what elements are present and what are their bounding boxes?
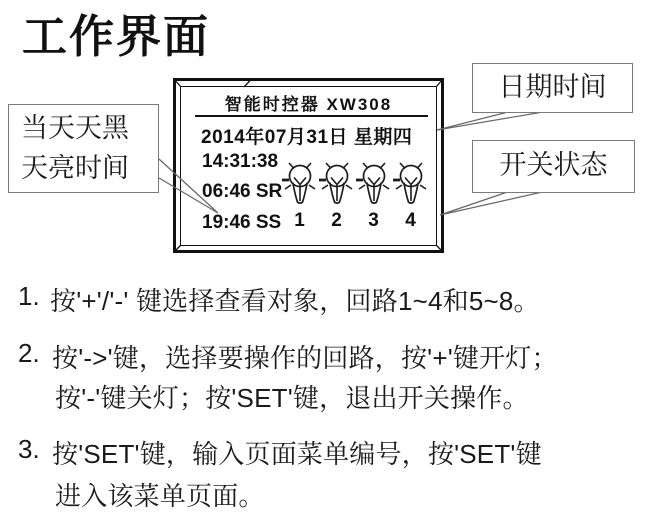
channel-number-row — [281, 210, 429, 232]
display-divider — [195, 115, 428, 117]
display-sunrise-time: 06:46 SR — [202, 181, 283, 202]
callout-sunrise-sunset-line2: 天亮时间 — [21, 153, 129, 183]
channel-number: 3 — [368, 210, 379, 231]
callout-date-time: 日期时间 — [472, 63, 633, 113]
page-title: 工作界面 — [22, 11, 211, 62]
callout-sunrise-sunset — [8, 104, 159, 193]
instruction-text: 进入该菜单页面。 — [55, 481, 265, 511]
channel-number: 2 — [331, 210, 342, 231]
display-sunset-time: 19:46 SS — [202, 212, 282, 233]
lightbulb-on-icon — [318, 161, 355, 208]
instruction-text: 按'+'/'-' 键选择查看对象，回路1~4和5~8。 — [50, 286, 540, 316]
channel-number: 1 — [294, 210, 305, 231]
instruction-number: 1. — [18, 281, 40, 311]
instruction-number: 3. — [18, 434, 40, 464]
lightbulb-on-icon — [281, 161, 318, 208]
instruction-text: 按'->'键，选择要操作的回路，按'+'键开灯； — [52, 343, 558, 373]
callout-switch-status: 开关状态 — [472, 140, 635, 193]
lightbulb-on-icon — [355, 161, 392, 208]
instruction-number: 2. — [18, 338, 40, 368]
callout-sunrise-sunset-line1: 当天天黑 — [21, 113, 129, 143]
display-date-line: 2014年07月31日 星期四 — [201, 127, 413, 148]
instruction-text: 按'SET'键，输入页面菜单编号，按'SET'键 — [52, 439, 542, 469]
channel-status-row — [281, 161, 429, 208]
lightbulb-on-icon — [392, 161, 429, 208]
display-clock: 14:31:38 — [202, 151, 279, 172]
display-model-title: 智能时控器 XW308 — [224, 95, 393, 114]
channel-number: 4 — [405, 210, 416, 231]
instruction-text: 按'-'键关灯；按'SET'键，退出开关操作。 — [55, 383, 529, 413]
